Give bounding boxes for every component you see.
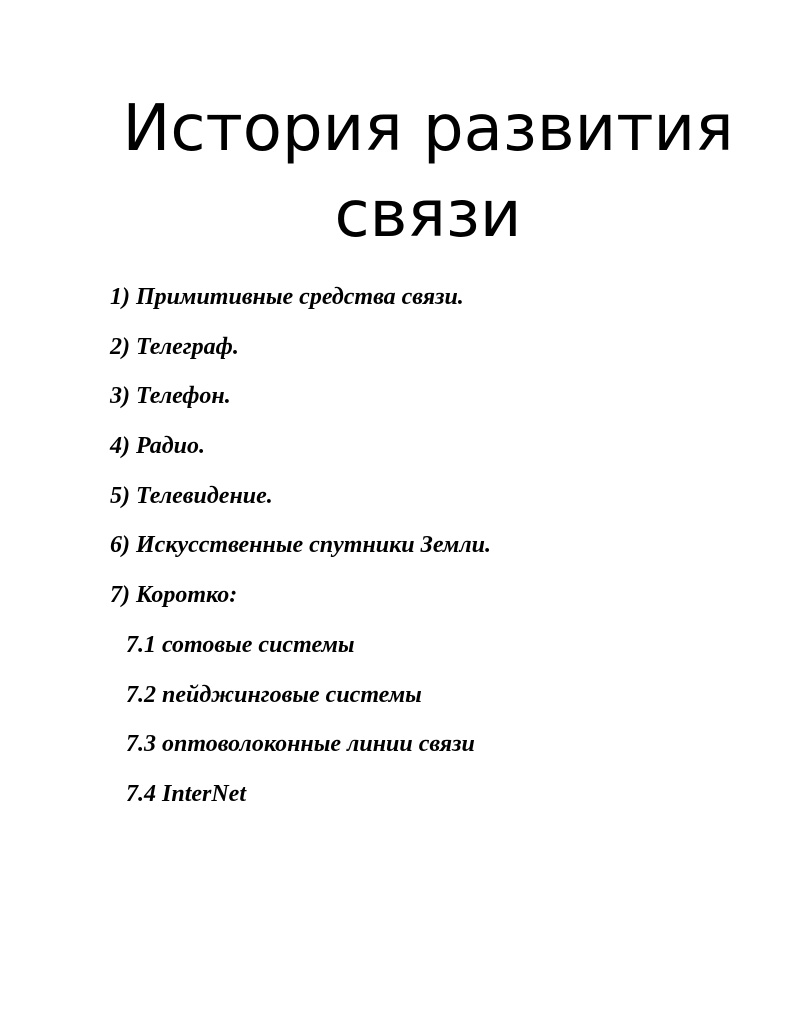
toc-subitem-7-4: 7.4 InterNet bbox=[126, 780, 246, 807]
toc-item-1: 1) Примитивные средства связи. bbox=[110, 284, 464, 310]
table-of-contents bbox=[110, 280, 491, 827]
toc-subitem-7-2: 7.2 пейджинговые системы bbox=[126, 681, 422, 708]
toc-subitem-7-1: 7.1 сотовые системы bbox=[126, 631, 355, 658]
toc-item-7: 7) Коротко: bbox=[110, 582, 238, 609]
toc-subitem-7-3: 7.3 оптоволоконные линии связи bbox=[126, 731, 475, 758]
page-title bbox=[100, 86, 756, 258]
toc-item-2: 2) Телеграф. bbox=[110, 333, 239, 360]
title-line-1: История развития bbox=[122, 92, 734, 166]
toc-item-3: 3) Телефон. bbox=[110, 383, 231, 410]
toc-item-6: 6) Искусственные спутники Земли. bbox=[110, 532, 492, 559]
title-line-2: связи bbox=[334, 178, 522, 252]
toc-item-4: 4) Радио. bbox=[110, 433, 205, 460]
toc-item-5: 5) Телевидение. bbox=[110, 482, 273, 509]
